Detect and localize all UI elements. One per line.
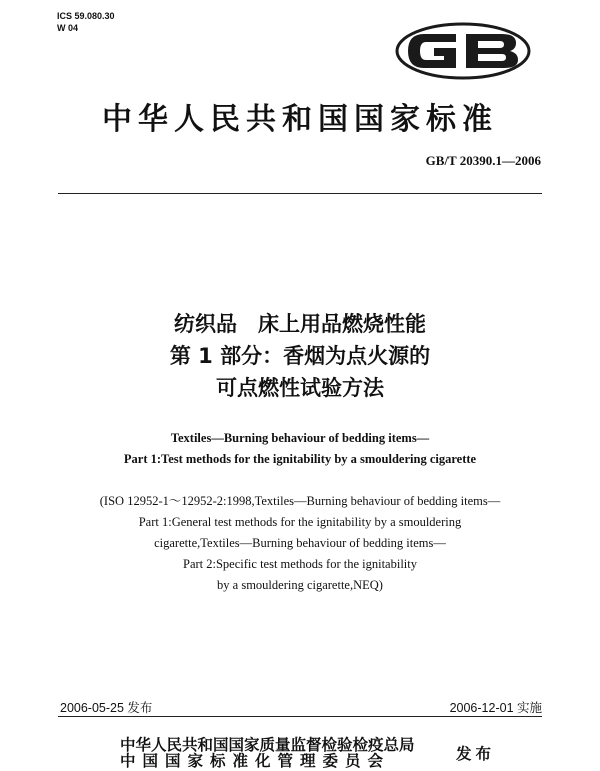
title-cn-line-3: 可点燃性试验方法 — [216, 376, 384, 400]
issue-date: 2006-05-25 发布 — [60, 701, 153, 715]
iso-reference-line-3: cigarette,Textiles—Burning behaviour of bedding items— — [154, 536, 446, 550]
top-divider — [58, 193, 542, 194]
national-standard-title: 中华人民共和国国家标准 — [102, 102, 498, 137]
implementation-date: 2006-12-01 实施 — [449, 701, 542, 715]
iso-reference-line-2: Part 1:General test methods for the ignitability by a smouldering — [138, 515, 462, 529]
gb-logo-icon — [394, 22, 532, 80]
standard-number: GB/T 20390.1—2006 — [425, 153, 541, 168]
issuer-aqsiq: 中华人民共和国国家质量监督检验检疫总局 — [120, 735, 415, 754]
ics-code: ICS 59.080.30 — [57, 11, 115, 21]
bottom-divider — [58, 716, 542, 717]
iso-reference-line-5: by a smouldering cigarette,NEQ) — [217, 578, 383, 592]
publish-label: 发布 — [456, 744, 496, 763]
classification-codes — [57, 10, 115, 34]
title-cn-line-2: 第 1 部分：香烟为点火源的 — [169, 344, 431, 368]
iso-reference-line-1: (ISO 12952-1～12952-2:1998,Textiles—Burning behaviour of bedding items— — [99, 494, 501, 508]
issuer-sac: 中国国家标准化管理委员会 — [120, 751, 391, 770]
title-cn-line-1: 纺织品 床上用品燃烧性能 — [174, 312, 426, 336]
title-en-line-2: Part 1:Test methods for the ignitability by a smouldering cigarette — [123, 452, 477, 466]
title-en-line-1: Textiles—Burning behaviour of bedding items— — [170, 431, 430, 445]
iso-reference-line-4: Part 2:Specific test methods for the ignitability — [183, 557, 417, 571]
ccs-code: W 04 — [57, 23, 79, 33]
